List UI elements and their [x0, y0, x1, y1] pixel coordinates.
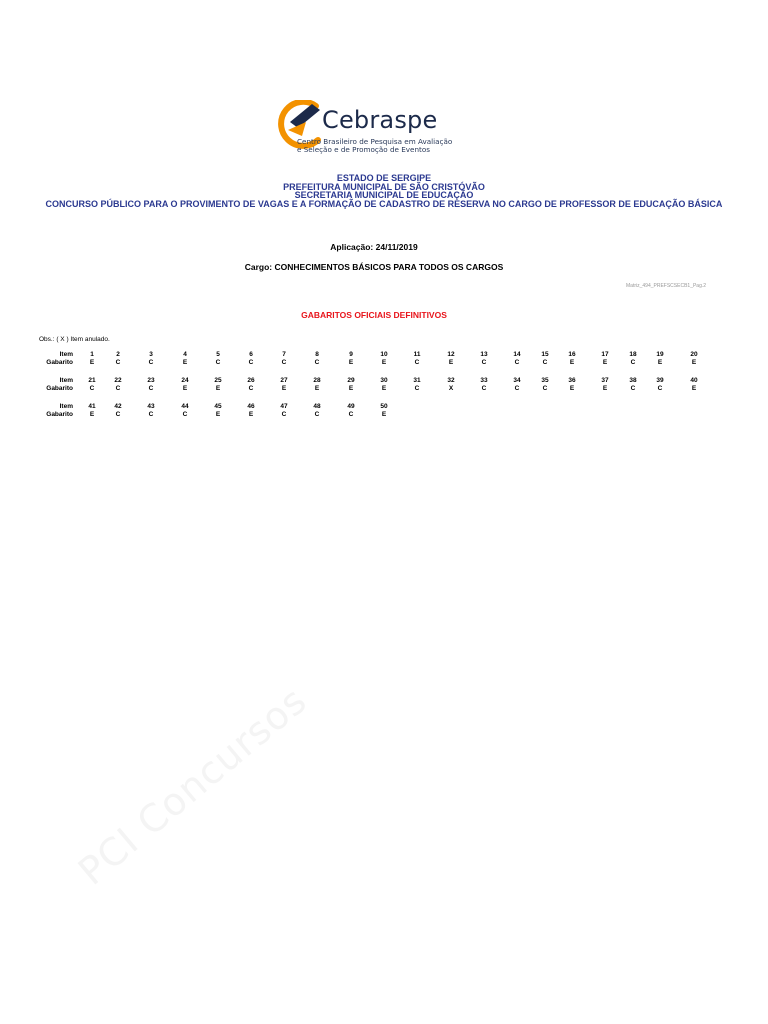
item-number: 47: [280, 403, 288, 410]
gabarito-answer: C: [314, 411, 320, 418]
item-number: 14: [513, 351, 521, 358]
gabarito-answer: E: [602, 359, 608, 366]
item-number: 32: [447, 377, 455, 384]
gabarito-answer: E: [348, 385, 354, 392]
item-number: 30: [380, 377, 388, 384]
gabarito-answer: E: [348, 359, 354, 366]
row-label-item: Item: [59, 403, 73, 410]
gabarito-answer: C: [281, 411, 287, 418]
item-number: 41: [88, 403, 96, 410]
gabarito-answer: E: [248, 411, 254, 418]
item-number: 29: [347, 377, 355, 384]
item-number: 26: [247, 377, 255, 384]
gabarito-answer: C: [481, 359, 487, 366]
gabarito-answer: C: [657, 385, 663, 392]
gabarito-answer: E: [381, 411, 387, 418]
item-number: 27: [280, 377, 288, 384]
item-number: 34: [513, 377, 521, 384]
item-number: 33: [480, 377, 488, 384]
item-number: 6: [249, 351, 253, 358]
gabarito-answer: C: [630, 359, 636, 366]
item-number: 38: [629, 377, 637, 384]
item-number: 7: [282, 351, 286, 358]
gabarito-answer: C: [514, 385, 520, 392]
gabarito-answer: E: [569, 359, 575, 366]
item-number: 46: [247, 403, 255, 410]
item-number: 1: [90, 351, 94, 358]
item-number: 10: [380, 351, 388, 358]
item-number: 48: [313, 403, 321, 410]
brand-tagline: Centro Brasileiro de Pesquisa em Avaliação e Seleção e de Promoção de Eventos: [297, 137, 453, 154]
item-number: 22: [114, 377, 122, 384]
item-number: 43: [147, 403, 155, 410]
item-number: 13: [480, 351, 488, 358]
item-number: 15: [541, 351, 549, 358]
item-number: 36: [568, 377, 576, 384]
row-label-item: Item: [59, 351, 73, 358]
item-number: 18: [629, 351, 637, 358]
item-number: 16: [568, 351, 576, 358]
gabarito-answer: E: [314, 385, 320, 392]
gabarito-answer: C: [414, 385, 420, 392]
gabarito-answer: E: [89, 359, 95, 366]
header-line-secretaria: SECRETARIA MUNICIPAL DE EDUCAÇÃO: [294, 190, 474, 201]
item-number: 4: [183, 351, 187, 358]
item-number: 23: [147, 377, 155, 384]
item-number: 44: [181, 403, 189, 410]
gabarito-answer: C: [215, 359, 221, 366]
header-line-prefeitura: PREFEITURA MUNICIPAL DE SÃO CRISTÓVÃO: [283, 181, 485, 192]
gabarito-answer: E: [215, 411, 221, 418]
item-number: 40: [690, 377, 698, 384]
item-number: 17: [601, 351, 609, 358]
gabarito-answer: E: [569, 385, 575, 392]
gabarito-answer: C: [542, 385, 548, 392]
row-label-gabarito: Gabarito: [46, 385, 73, 392]
row-label-gabarito: Gabarito: [46, 411, 73, 418]
item-number: 20: [690, 351, 698, 358]
gabarito-answer: C: [182, 411, 188, 418]
gabarito-answer: E: [657, 359, 663, 366]
gabarito-answer: E: [691, 359, 697, 366]
item-number: 35: [541, 377, 549, 384]
item-number: 50: [380, 403, 388, 410]
item-number: 19: [656, 351, 664, 358]
item-number: 24: [181, 377, 189, 384]
gabarito-answer: C: [248, 359, 254, 366]
gabarito-answer: C: [314, 359, 320, 366]
gabarito-answer: X: [448, 385, 454, 392]
item-number: 42: [114, 403, 122, 410]
item-number: 11: [413, 351, 421, 358]
gabarito-answer: E: [448, 359, 454, 366]
header-line-estado: ESTADO DE SERGIPE: [336, 173, 432, 183]
header-line-concurso: CONCURSO PÚBLICO PARA O PROVIMENTO DE VAGAS E A FORMAÇÃO DE CADASTRO DE RESERVA NO CARGO DE PROFESSOR DE EDUCAÇÃO BÁSICA: [45, 198, 723, 209]
item-number: 8: [315, 351, 319, 358]
gabarito-answer: C: [542, 359, 548, 366]
cargo-title: Cargo: CONHECIMENTOS BÁSICOS PARA TODOS OS CARGOS: [244, 262, 504, 272]
gabarito-answer: C: [148, 411, 154, 418]
gabarito-answer: C: [414, 359, 420, 366]
gabarito-answer: E: [602, 385, 608, 392]
gabarito-answer: E: [182, 359, 188, 366]
gabarito-answer: C: [89, 385, 95, 392]
gabarito-answer: C: [630, 385, 636, 392]
gabarito-answer: C: [281, 359, 287, 366]
gabarito-answer: C: [248, 385, 254, 392]
gabarito-answer: C: [148, 385, 154, 392]
item-number: 28: [313, 377, 321, 384]
brand-name: Cebraspe: [322, 106, 438, 134]
gabarito-answer: E: [381, 359, 387, 366]
gabarito-answer: C: [115, 359, 121, 366]
row-label-gabarito: Gabarito: [46, 359, 73, 366]
item-number: 49: [347, 403, 355, 410]
gabarito-answer: C: [514, 359, 520, 366]
gabarito-answer: E: [381, 385, 387, 392]
item-number: 31: [413, 377, 421, 384]
aplicacao-date: Aplicação: 24/11/2019: [330, 242, 418, 252]
item-number: 9: [349, 351, 353, 358]
row-label-item: Item: [59, 377, 73, 384]
item-number: 39: [656, 377, 664, 384]
gabarito-answer: C: [481, 385, 487, 392]
document-code: Matriz_494_PREFSCSECB1_Pag.2: [626, 283, 707, 289]
gabarito-answer: C: [115, 385, 121, 392]
obs-note: Obs.: ( X ) Item anulado.: [39, 336, 110, 343]
item-number: 21: [88, 377, 96, 384]
item-number: 3: [149, 351, 153, 358]
item-number: 12: [447, 351, 455, 358]
gabarito-title: GABARITOS OFICIAIS DEFINITIVOS: [301, 310, 447, 320]
gabarito-answer: E: [89, 411, 95, 418]
gabarito-answer: C: [348, 411, 354, 418]
item-number: 25: [214, 377, 222, 384]
gabarito-answer: E: [281, 385, 287, 392]
item-number: 2: [116, 351, 120, 358]
item-number: 37: [601, 377, 609, 384]
item-number: 45: [214, 403, 222, 410]
gabarito-answer: E: [182, 385, 188, 392]
watermark: PCI Concursos: [70, 678, 316, 894]
gabarito-answer: E: [691, 385, 697, 392]
gabarito-answer: E: [215, 385, 221, 392]
gabarito-answer: C: [115, 411, 121, 418]
gabarito-answer: C: [148, 359, 154, 366]
item-number: 5: [216, 351, 220, 358]
